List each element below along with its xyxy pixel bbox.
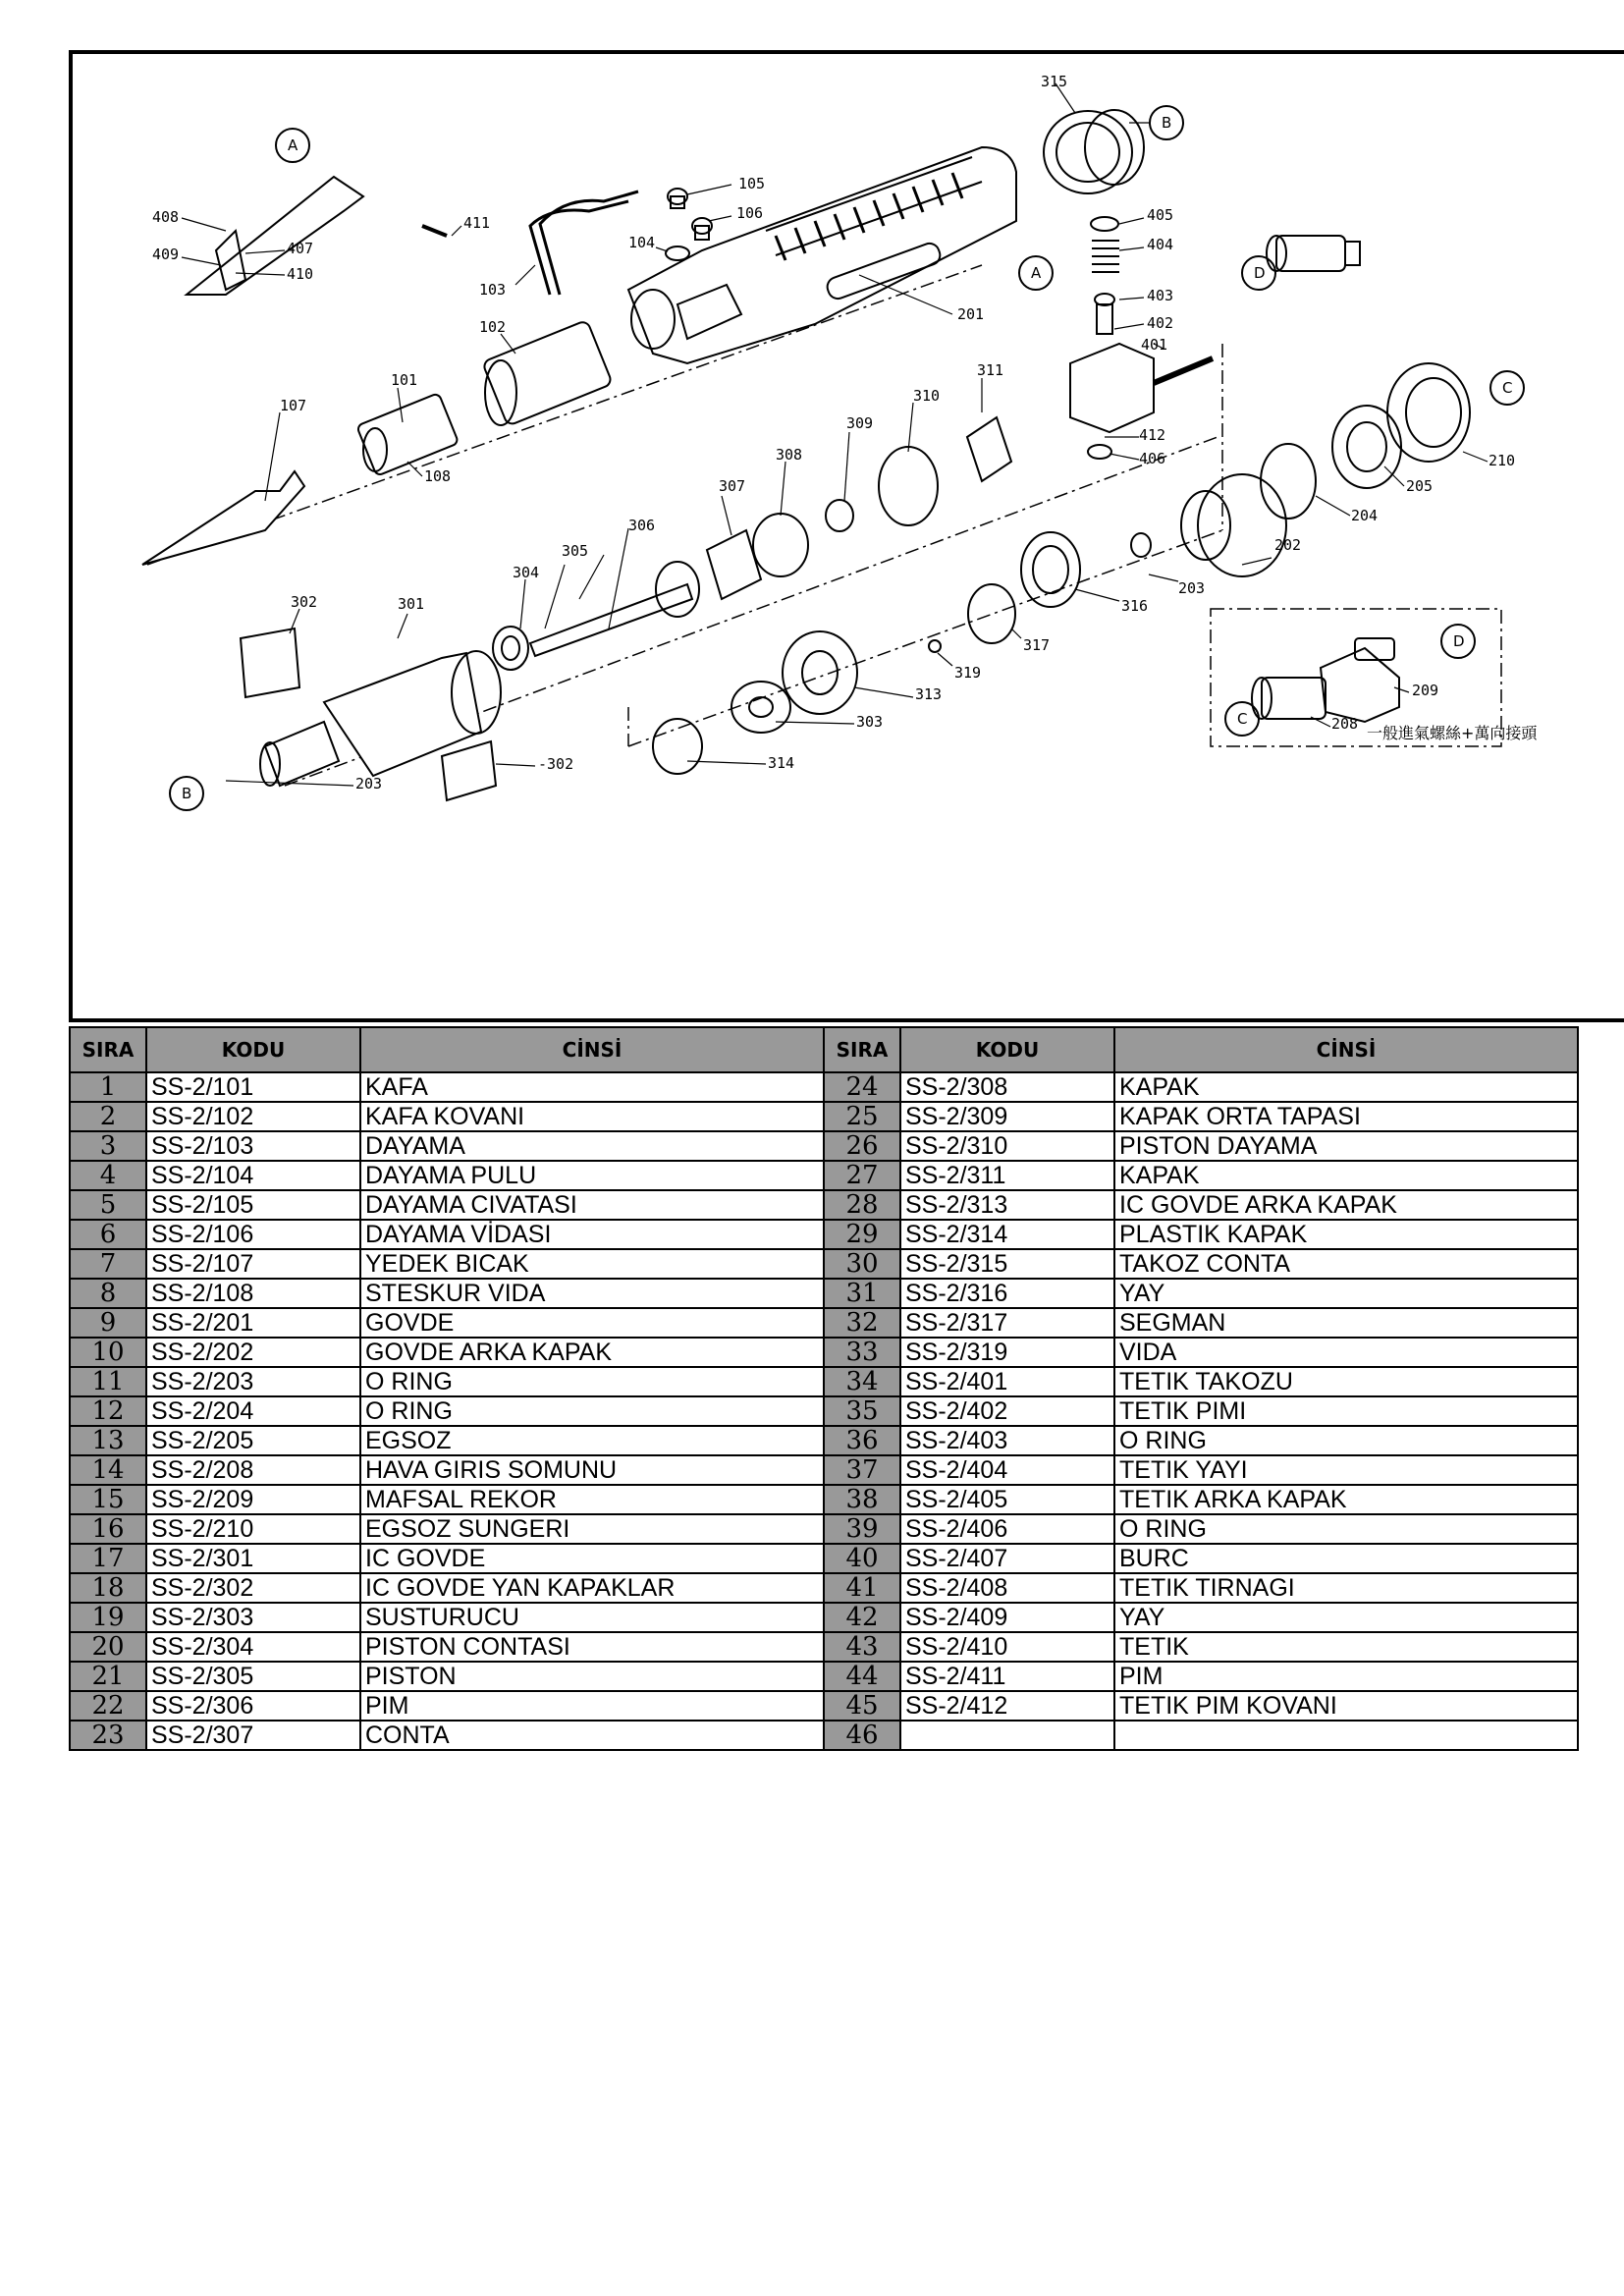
cinsi-cell: IC GOVDE ARKA KAPAK: [1114, 1190, 1578, 1220]
kodu-cell: SS-2/408: [900, 1573, 1114, 1603]
sira-cell: 30: [824, 1249, 900, 1279]
table-row: [70, 1220, 824, 1249]
header-cinsi: CİNSİ: [360, 1027, 824, 1072]
parts-table-right: [823, 1026, 1579, 1751]
table-row: [70, 1514, 824, 1544]
kodu-cell: SS-2/104: [146, 1161, 360, 1190]
table-row: [70, 1573, 824, 1603]
cinsi-cell: YAY: [1114, 1603, 1578, 1632]
part-number-label: 102: [479, 318, 507, 336]
part-number-label: 412: [1139, 426, 1166, 444]
cinsi-cell: DAYAMA VİDASI: [360, 1220, 824, 1249]
cinsi-cell: DAYAMA: [360, 1131, 824, 1161]
cinsi-cell: O RING: [1114, 1514, 1578, 1544]
header-kodu: KODU: [900, 1027, 1114, 1072]
cinsi-cell: CONTA: [360, 1721, 824, 1750]
table-row: [70, 1072, 824, 1102]
blade-107: [142, 471, 304, 565]
sira-cell: 40: [824, 1544, 900, 1573]
table-row: [70, 1662, 824, 1691]
cinsi-cell: PISTON CONTASI: [360, 1632, 824, 1662]
sira-cell: 21: [70, 1662, 146, 1691]
table-row: [824, 1691, 1578, 1721]
callout-letter: D: [1254, 264, 1266, 282]
table-row: [824, 1514, 1578, 1544]
cinsi-cell: TETIK TIRNAGI: [1114, 1573, 1578, 1603]
header-cinsi: CİNSİ: [1114, 1027, 1578, 1072]
table-row: [70, 1544, 824, 1573]
cinsi-cell: TAKOZ CONTA: [1114, 1249, 1578, 1279]
table-row: [824, 1603, 1578, 1632]
cinsi-cell: TETIK PIM KOVANI: [1114, 1691, 1578, 1721]
part-number-label: 205: [1406, 477, 1434, 495]
cinsi-cell: STESKUR VIDA: [360, 1279, 824, 1308]
cinsi-cell: PIM: [360, 1691, 824, 1721]
kodu-cell: [900, 1721, 1114, 1750]
part-number-label: 305: [562, 542, 589, 560]
cinsi-cell: GOVDE ARKA KAPAK: [360, 1338, 824, 1367]
head-101: [356, 393, 459, 476]
cinsi-cell: SEGMAN: [1114, 1308, 1578, 1338]
table-header-row: [824, 1027, 1578, 1072]
callout-letter: B: [182, 785, 192, 802]
table-row: [824, 1396, 1578, 1426]
part-number-label: 209: [1412, 682, 1439, 699]
cinsi-cell: O RING: [360, 1367, 824, 1396]
part-number-label: 313: [915, 685, 943, 703]
part-number-label: 309: [846, 414, 874, 432]
cinsi-cell: DAYAMA CIVATASI: [360, 1190, 824, 1220]
kodu-cell: SS-2/305: [146, 1662, 360, 1691]
cinsi-cell: KAPAK: [1114, 1072, 1578, 1102]
cinsi-cell: PLASTIK KAPAK: [1114, 1220, 1578, 1249]
cinsi-cell: BURC: [1114, 1544, 1578, 1573]
kodu-cell: SS-2/405: [900, 1485, 1114, 1514]
kodu-cell: SS-2/406: [900, 1514, 1114, 1544]
cinsi-cell: TETIK ARKA KAPAK: [1114, 1485, 1578, 1514]
kodu-cell: SS-2/205: [146, 1426, 360, 1455]
callout-letter: C: [1237, 710, 1248, 728]
table-row: [70, 1632, 824, 1662]
kodu-cell: SS-2/310: [900, 1131, 1114, 1161]
sira-cell: 10: [70, 1338, 146, 1367]
sira-cell: 41: [824, 1573, 900, 1603]
callout-letter: C: [1502, 379, 1513, 397]
sira-cell: 4: [70, 1161, 146, 1190]
cinsi-cell: HAVA GIRIS SOMUNU: [360, 1455, 824, 1485]
table-row: [70, 1190, 824, 1220]
cinsi-cell: PIM: [1114, 1662, 1578, 1691]
housing-201: [628, 147, 1016, 363]
sira-cell: 27: [824, 1161, 900, 1190]
part-number-label: 304: [513, 564, 540, 581]
table-row: [824, 1485, 1578, 1514]
sira-cell: 20: [70, 1632, 146, 1662]
rod-103: [530, 191, 638, 295]
part-number-label: 311: [977, 361, 1004, 379]
part-number-label: 303: [856, 713, 884, 731]
table-row: [70, 1338, 824, 1367]
cinsi-cell: [1114, 1721, 1578, 1750]
rear-parts: [653, 363, 1470, 774]
part-number-label: 104: [628, 234, 656, 251]
kodu-cell: SS-2/306: [146, 1691, 360, 1721]
table-row: [70, 1161, 824, 1190]
part-number-label: 107: [280, 397, 307, 414]
table-row: [70, 1308, 824, 1338]
table-row: [824, 1102, 1578, 1131]
table-row: [824, 1161, 1578, 1190]
sira-cell: 31: [824, 1279, 900, 1308]
air-connector: [1267, 236, 1360, 271]
kodu-cell: SS-2/401: [900, 1367, 1114, 1396]
table-row: [70, 1721, 824, 1750]
table-row: [824, 1662, 1578, 1691]
table-row: [824, 1072, 1578, 1102]
sira-cell: 23: [70, 1721, 146, 1750]
sira-cell: 39: [824, 1514, 900, 1544]
kodu-cell: SS-2/410: [900, 1632, 1114, 1662]
table-row: [70, 1426, 824, 1455]
callout-letter: B: [1162, 114, 1172, 132]
cinsi-cell: GOVDE: [360, 1308, 824, 1338]
table-row: [824, 1721, 1578, 1750]
kodu-cell: SS-2/409: [900, 1603, 1114, 1632]
sira-cell: 45: [824, 1691, 900, 1721]
cinsi-cell: KAPAK ORTA TAPASI: [1114, 1102, 1578, 1131]
cinsi-cell: KAFA: [360, 1072, 824, 1102]
sira-cell: 22: [70, 1691, 146, 1721]
kodu-cell: SS-2/311: [900, 1161, 1114, 1190]
cinsi-cell: VIDA: [1114, 1338, 1578, 1367]
cinsi-cell: PISTON DAYAMA: [1114, 1131, 1578, 1161]
part-number-label: 317: [1023, 636, 1051, 654]
kodu-cell: SS-2/210: [146, 1514, 360, 1544]
sira-cell: 44: [824, 1662, 900, 1691]
part-number-label: 319: [954, 664, 982, 682]
part-number-label: 306: [628, 517, 656, 534]
part-number-label: 307: [719, 477, 746, 495]
sira-cell: 8: [70, 1279, 146, 1308]
part-number-label: 410: [287, 265, 314, 283]
kodu-cell: SS-2/103: [146, 1131, 360, 1161]
exploded-parts-diagram: [0, 0, 1624, 1021]
table-row: [824, 1279, 1578, 1308]
part-number-label: 108: [424, 467, 452, 485]
table-row: [824, 1308, 1578, 1338]
table-row: [824, 1131, 1578, 1161]
part-number-label: 402: [1147, 314, 1174, 332]
table-row: [70, 1691, 824, 1721]
cinsi-cell: TETIK: [1114, 1632, 1578, 1662]
kodu-cell: SS-2/107: [146, 1249, 360, 1279]
sira-cell: 46: [824, 1721, 900, 1750]
table-row: [824, 1573, 1578, 1603]
kodu-cell: SS-2/303: [146, 1603, 360, 1632]
sira-cell: 25: [824, 1102, 900, 1131]
cinsi-cell: TETIK TAKOZU: [1114, 1367, 1578, 1396]
cinsi-cell: IC GOVDE: [360, 1544, 824, 1573]
kodu-cell: SS-2/317: [900, 1308, 1114, 1338]
cinsi-cell: O RING: [1114, 1426, 1578, 1455]
part-number-label: 315: [1041, 73, 1068, 90]
part-number-label: 316: [1121, 597, 1149, 615]
sira-cell: 2: [70, 1102, 146, 1131]
cinsi-cell: O RING: [360, 1396, 824, 1426]
part-number-label: 301: [398, 595, 425, 613]
kodu-cell: SS-2/108: [146, 1279, 360, 1308]
cinsi-cell: EGSOZ SUNGERI: [360, 1514, 824, 1544]
sira-cell: 37: [824, 1455, 900, 1485]
cinsi-cell: EGSOZ: [360, 1426, 824, 1455]
table-row: [70, 1396, 824, 1426]
kodu-cell: SS-2/201: [146, 1308, 360, 1338]
kodu-cell: SS-2/314: [900, 1220, 1114, 1249]
kodu-cell: SS-2/404: [900, 1455, 1114, 1485]
cinsi-cell: MAFSAL REKOR: [360, 1485, 824, 1514]
part-number-label: 203: [1178, 579, 1206, 597]
sira-cell: 34: [824, 1367, 900, 1396]
sira-cell: 6: [70, 1220, 146, 1249]
sira-cell: 24: [824, 1072, 900, 1102]
kodu-cell: SS-2/319: [900, 1338, 1114, 1367]
cinsi-cell: PISTON: [360, 1662, 824, 1691]
kodu-cell: SS-2/307: [146, 1721, 360, 1750]
part-number-label: 302: [291, 593, 318, 611]
cinsi-cell: IC GOVDE YAN KAPAKLAR: [360, 1573, 824, 1603]
sira-cell: 35: [824, 1396, 900, 1426]
cinsi-cell: TETIK PIMI: [1114, 1396, 1578, 1426]
part-number-label: -302: [538, 755, 574, 773]
sira-cell: 32: [824, 1308, 900, 1338]
part-number-label: 202: [1274, 536, 1302, 554]
table-row: [70, 1102, 824, 1131]
sira-cell: 26: [824, 1131, 900, 1161]
sira-cell: 18: [70, 1573, 146, 1603]
sira-cell: 38: [824, 1485, 900, 1514]
callout-letter: A: [288, 137, 298, 154]
sira-cell: 15: [70, 1485, 146, 1514]
table-row: [824, 1426, 1578, 1455]
gaskets-307-311: [707, 417, 1011, 599]
table-row: [70, 1249, 824, 1279]
kodu-cell: SS-2/411: [900, 1662, 1114, 1691]
ring-315: [1044, 110, 1144, 193]
inset-note: 一般進氣螺絲+萬向接頭: [1367, 724, 1538, 742]
table-header-row: [70, 1027, 824, 1072]
table-row: [70, 1131, 824, 1161]
kodu-cell: SS-2/202: [146, 1338, 360, 1367]
sira-cell: 5: [70, 1190, 146, 1220]
sira-cell: 12: [70, 1396, 146, 1426]
part-number-label: 404: [1147, 236, 1174, 253]
sira-cell: 33: [824, 1338, 900, 1367]
cinsi-cell: YAY: [1114, 1279, 1578, 1308]
kodu-cell: SS-2/304: [146, 1632, 360, 1662]
part-number-label: 208: [1331, 715, 1359, 733]
sira-cell: 11: [70, 1367, 146, 1396]
sira-cell: 3: [70, 1131, 146, 1161]
part-number-label: 409: [152, 246, 180, 263]
sira-cell: 9: [70, 1308, 146, 1338]
part-number-label: 310: [913, 387, 941, 405]
kodu-cell: SS-2/208: [146, 1455, 360, 1485]
sira-cell: 14: [70, 1455, 146, 1485]
table-row: [824, 1632, 1578, 1662]
cinsi-cell: KAFA KOVANI: [360, 1102, 824, 1131]
table-row: [70, 1367, 824, 1396]
kodu-cell: SS-2/105: [146, 1190, 360, 1220]
part-number-label: 204: [1351, 507, 1379, 524]
sira-cell: 7: [70, 1249, 146, 1279]
table-row: [70, 1603, 824, 1632]
inset-fittings: [1252, 638, 1399, 722]
kodu-cell: SS-2/403: [900, 1426, 1114, 1455]
part-number-label: 406: [1139, 450, 1166, 467]
header-sira: SIRA: [70, 1027, 146, 1072]
trigger-408-411: [187, 177, 447, 295]
part-number-label: 106: [736, 204, 764, 222]
kodu-cell: SS-2/302: [146, 1573, 360, 1603]
table-row: [70, 1279, 824, 1308]
sira-cell: 19: [70, 1603, 146, 1632]
part-number-label: 201: [957, 305, 985, 323]
sira-cell: 36: [824, 1426, 900, 1455]
cinsi-cell: DAYAMA PULU: [360, 1161, 824, 1190]
part-number-label: 203: [355, 775, 383, 793]
part-number-label: 105: [738, 175, 766, 192]
table-row: [824, 1544, 1578, 1573]
sira-cell: 42: [824, 1603, 900, 1632]
sira-cell: 43: [824, 1632, 900, 1662]
cinsi-cell: KAPAK: [1114, 1161, 1578, 1190]
header-sira: SIRA: [824, 1027, 900, 1072]
part-number-label: 403: [1147, 287, 1174, 304]
kodu-cell: SS-2/106: [146, 1220, 360, 1249]
table-row: [824, 1220, 1578, 1249]
callout-letter: A: [1031, 264, 1042, 282]
leader-lines: [182, 83, 1488, 786]
table-row: [70, 1455, 824, 1485]
kodu-cell: SS-2/102: [146, 1102, 360, 1131]
part-number-label: 308: [776, 446, 803, 464]
part-number-label: 407: [287, 240, 314, 257]
part-number-label: 405: [1147, 206, 1174, 224]
cinsi-cell: SUSTURUCU: [360, 1603, 824, 1632]
table-row: [70, 1485, 824, 1514]
cinsi-cell: YEDEK BICAK: [360, 1249, 824, 1279]
kodu-cell: SS-2/316: [900, 1279, 1114, 1308]
sira-cell: 17: [70, 1544, 146, 1573]
sira-cell: 28: [824, 1190, 900, 1220]
kodu-cell: SS-2/315: [900, 1249, 1114, 1279]
part-number-label: 101: [391, 371, 418, 389]
kodu-cell: SS-2/209: [146, 1485, 360, 1514]
callout-letter: D: [1453, 632, 1465, 650]
parts-table-left: [69, 1026, 825, 1751]
sira-cell: 1: [70, 1072, 146, 1102]
kodu-cell: SS-2/301: [146, 1544, 360, 1573]
kodu-cell: SS-2/204: [146, 1396, 360, 1426]
table-row: [824, 1249, 1578, 1279]
table-row: [824, 1190, 1578, 1220]
kodu-cell: SS-2/203: [146, 1367, 360, 1396]
table-row: [824, 1455, 1578, 1485]
header-kodu: KODU: [146, 1027, 360, 1072]
part-number-label: 103: [479, 281, 507, 299]
sira-cell: 16: [70, 1514, 146, 1544]
kodu-cell: SS-2/412: [900, 1691, 1114, 1721]
part-number-label: 210: [1489, 452, 1516, 469]
sira-cell: 13: [70, 1426, 146, 1455]
kodu-cell: SS-2/101: [146, 1072, 360, 1102]
sira-cell: 29: [824, 1220, 900, 1249]
kodu-cell: SS-2/308: [900, 1072, 1114, 1102]
part-number-label: 401: [1141, 336, 1168, 354]
kodu-cell: SS-2/407: [900, 1544, 1114, 1573]
part-number-label: 408: [152, 208, 180, 226]
kodu-cell: SS-2/313: [900, 1190, 1114, 1220]
kodu-cell: SS-2/309: [900, 1102, 1114, 1131]
table-row: [824, 1367, 1578, 1396]
part-number-label: 314: [768, 754, 795, 772]
cinsi-cell: TETIK YAYI: [1114, 1455, 1578, 1485]
part-number-label: 411: [463, 214, 491, 232]
kodu-cell: SS-2/402: [900, 1396, 1114, 1426]
table-row: [824, 1338, 1578, 1367]
